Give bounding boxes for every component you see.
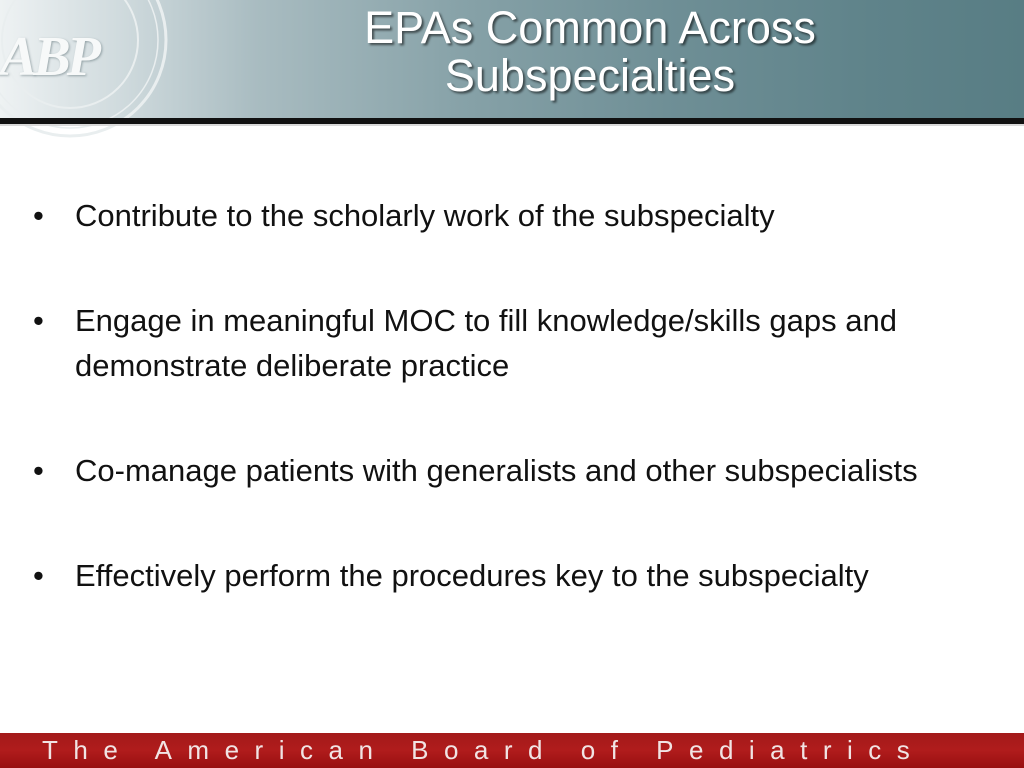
footer-organization-name: The American Board of Pediatrics: [42, 735, 926, 765]
bullet-marker: •: [33, 453, 44, 488]
bullet-item: [30, 448, 1000, 493]
bullet-text: Effectively perform the procedures key to the subspecialty: [75, 558, 869, 593]
title-line-1: EPAs Common Across: [364, 2, 816, 53]
bullet-marker: •: [33, 558, 44, 593]
header-divider-shadow: [0, 124, 1024, 126]
abp-logo-text: ABP: [0, 26, 97, 88]
bullet-text: Engage in meaningful MOC to fill knowledge/skills gaps and demonstrate deliberate practice: [75, 303, 897, 383]
bullet-item: [30, 298, 1000, 388]
bullet-list: [30, 193, 1000, 658]
footer-band: [0, 733, 1024, 768]
bullet-marker: •: [33, 303, 44, 338]
slide-title: [240, 4, 940, 100]
bullet-text: Contribute to the scholarly work of the subspecialty: [75, 198, 775, 233]
title-line-2: Subspecialties: [444, 50, 736, 101]
bullet-item: [30, 553, 1000, 598]
bullet-marker: •: [33, 198, 44, 233]
bullet-item: [30, 193, 1000, 238]
bullet-text: Co-manage patients with generalists and other subspecialists: [75, 453, 918, 488]
